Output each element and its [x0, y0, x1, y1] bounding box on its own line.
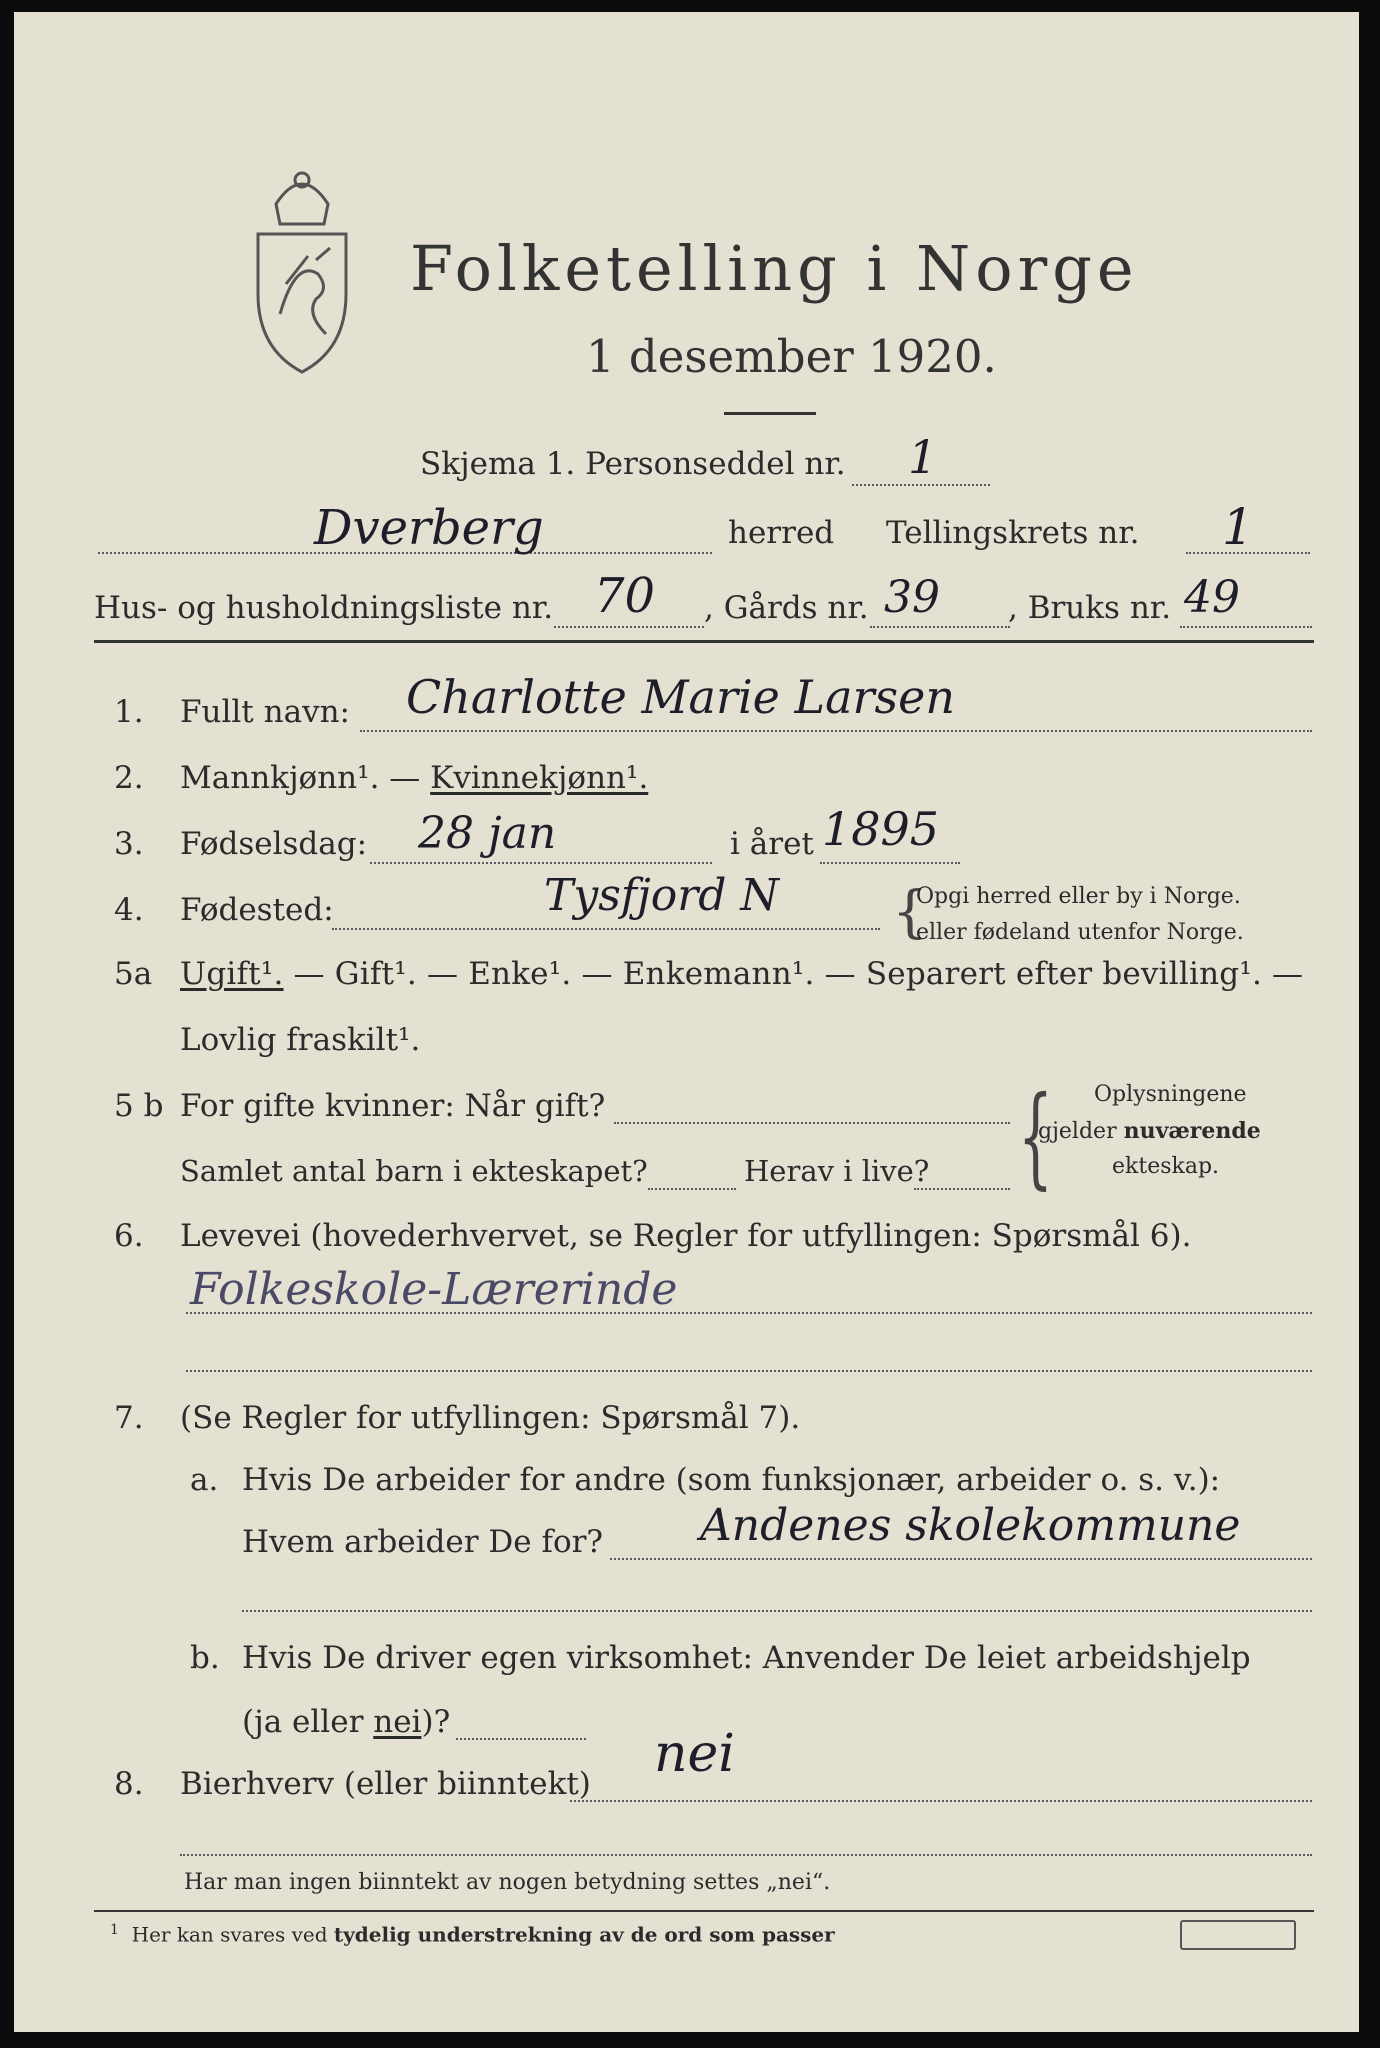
tellingskrets-value[interactable]: 1: [1222, 498, 1254, 556]
q4-brace: {: [892, 880, 928, 945]
q5b-number: 5 b: [114, 1088, 164, 1124]
option-separator: —: [379, 760, 431, 796]
title-divider: [724, 412, 816, 415]
q7a-number: a.: [190, 1462, 219, 1498]
option-mannkjonn[interactable]: Mannkjønn¹.: [180, 760, 380, 796]
q3-value[interactable]: 28 jan: [418, 808, 557, 859]
skjema-value[interactable]: 1: [908, 430, 938, 484]
herred-value[interactable]: Dverberg: [314, 500, 544, 556]
q6-value[interactable]: Folkeskole-Lærerinde: [190, 1264, 678, 1315]
q5b-line2: [648, 1188, 736, 1190]
skjema-label: Skjema 1. Personseddel nr.: [420, 446, 846, 482]
q8-value[interactable]: nei: [654, 1724, 735, 1784]
q5b-line1: [614, 1122, 1010, 1124]
q7-label: (Se Regler for utfyllingen: Spørsmål 7).: [180, 1400, 801, 1436]
q8-number: 8.: [114, 1766, 144, 1802]
q7b-label: Hvis De driver egen virksomhet: Anvender De leiet arbeidshjelp: [242, 1640, 1251, 1676]
norway-coat-of-arms-icon: [246, 164, 358, 376]
hus-line: [554, 626, 704, 628]
printer-stamp: [1180, 1920, 1296, 1950]
herred-label: herred: [728, 515, 835, 551]
form-title: Folketelling i Norge: [410, 232, 1139, 305]
q7a-line2: [242, 1610, 1312, 1612]
q4-label: Fødested:: [180, 892, 334, 928]
gards-value[interactable]: 39: [884, 572, 940, 623]
q5a-options: [180, 956, 1303, 992]
q5b-note-line3: ekteskap.: [1112, 1154, 1220, 1179]
footnote: $^1$ Her kan svares ved tydelig understrekning av de ord som passer: [110, 1922, 835, 1947]
hus-label: Hus- og husholdningsliste nr.: [94, 590, 554, 626]
q1-value[interactable]: Charlotte Marie Larsen: [406, 670, 955, 724]
gards-line: [870, 626, 1010, 628]
header-divider: [94, 640, 1314, 643]
q4-value[interactable]: Tysfjord N: [544, 870, 779, 921]
footnote-divider: [94, 1910, 1314, 1912]
q3-line: [370, 862, 712, 864]
q7b-line: [456, 1738, 586, 1740]
q1-line: [360, 730, 1312, 732]
q1-number: 1.: [114, 694, 144, 730]
hus-value[interactable]: 70: [594, 568, 656, 624]
gards-label: , Gårds nr.: [704, 590, 869, 626]
tellingskrets-label: Tellingskrets nr.: [886, 515, 1140, 551]
q4-note-line2: eller fødeland utenfor Norge.: [916, 920, 1244, 945]
q5a-number: 5a: [114, 956, 153, 992]
q7b-number: b.: [190, 1640, 220, 1676]
option-other-statuses[interactable]: — Gift¹. — Enke¹. — Enkemann¹. — Separert efter bevilling¹. —: [283, 956, 1304, 992]
q7-number: 7.: [114, 1400, 144, 1436]
q6-line2: [186, 1370, 1312, 1372]
q6-line1: [186, 1312, 1312, 1314]
q3-aret-label: i året: [730, 826, 814, 862]
q8-line2: [180, 1854, 1312, 1856]
q5b-line3: [914, 1188, 1010, 1190]
q5b-label3: Herav i live?: [744, 1154, 930, 1188]
q4-number: 4.: [114, 892, 144, 928]
bruks-value[interactable]: 49: [1184, 572, 1240, 623]
bottom-note: Har man ingen biinntekt av nogen betydning settes „nei“.: [184, 1870, 831, 1895]
census-form-page: [14, 12, 1359, 2032]
q3-aret-line: [820, 862, 960, 864]
q5b-note-line2: gjelder nuværende: [1038, 1118, 1261, 1144]
q4-line: [332, 928, 880, 930]
q7b-question: (ja eller nei)?: [242, 1704, 451, 1740]
bruks-label: , Bruks nr.: [1008, 590, 1172, 626]
skjema-line: [852, 484, 990, 486]
option-nei-underlined[interactable]: nei: [373, 1704, 422, 1740]
q5b-label1: For gifte kvinner: Når gift?: [180, 1088, 606, 1124]
q7a-value[interactable]: Andenes skolekommune: [700, 1500, 1241, 1551]
q5b-note-line1: Oplysningene: [1094, 1082, 1247, 1107]
q3-label: Fødselsdag:: [180, 826, 368, 862]
q8-label: Bierhverv (eller biinntekt): [180, 1766, 591, 1802]
option-kvinnekjonn-underlined[interactable]: Kvinnekjønn¹.: [430, 760, 649, 796]
q7a-label: Hvis De arbeider for andre (som funksjonær, arbeider o. s. v.):: [242, 1462, 1221, 1498]
q5a-line2[interactable]: Lovlig fraskilt¹.: [180, 1022, 421, 1058]
bruks-line: [1180, 626, 1312, 628]
q2-options: [180, 760, 648, 796]
q5b-label2: Samlet antal barn i ekteskapet?: [180, 1154, 648, 1188]
census-date: 1 desember 1920.: [586, 330, 997, 383]
q1-label: Fullt navn:: [180, 694, 350, 730]
option-ugift-underlined[interactable]: Ugift¹.: [180, 956, 284, 992]
q2-number: 2.: [114, 760, 144, 796]
q7a-line1: [610, 1558, 1312, 1560]
q5b-brace: {: [1018, 1072, 1053, 1200]
q4-note-line1: Opgi herred eller by i Norge.: [916, 884, 1241, 909]
q7a-question: Hvem arbeider De for?: [242, 1524, 604, 1560]
q6-label: Levevei (hovederhvervet, se Regler for utfyllingen: Spørsmål 6).: [180, 1218, 1192, 1254]
q6-number: 6.: [114, 1218, 144, 1254]
q3-number: 3.: [114, 826, 144, 862]
q8-line1: [570, 1800, 1312, 1802]
q3-aret-value[interactable]: 1895: [822, 802, 940, 856]
